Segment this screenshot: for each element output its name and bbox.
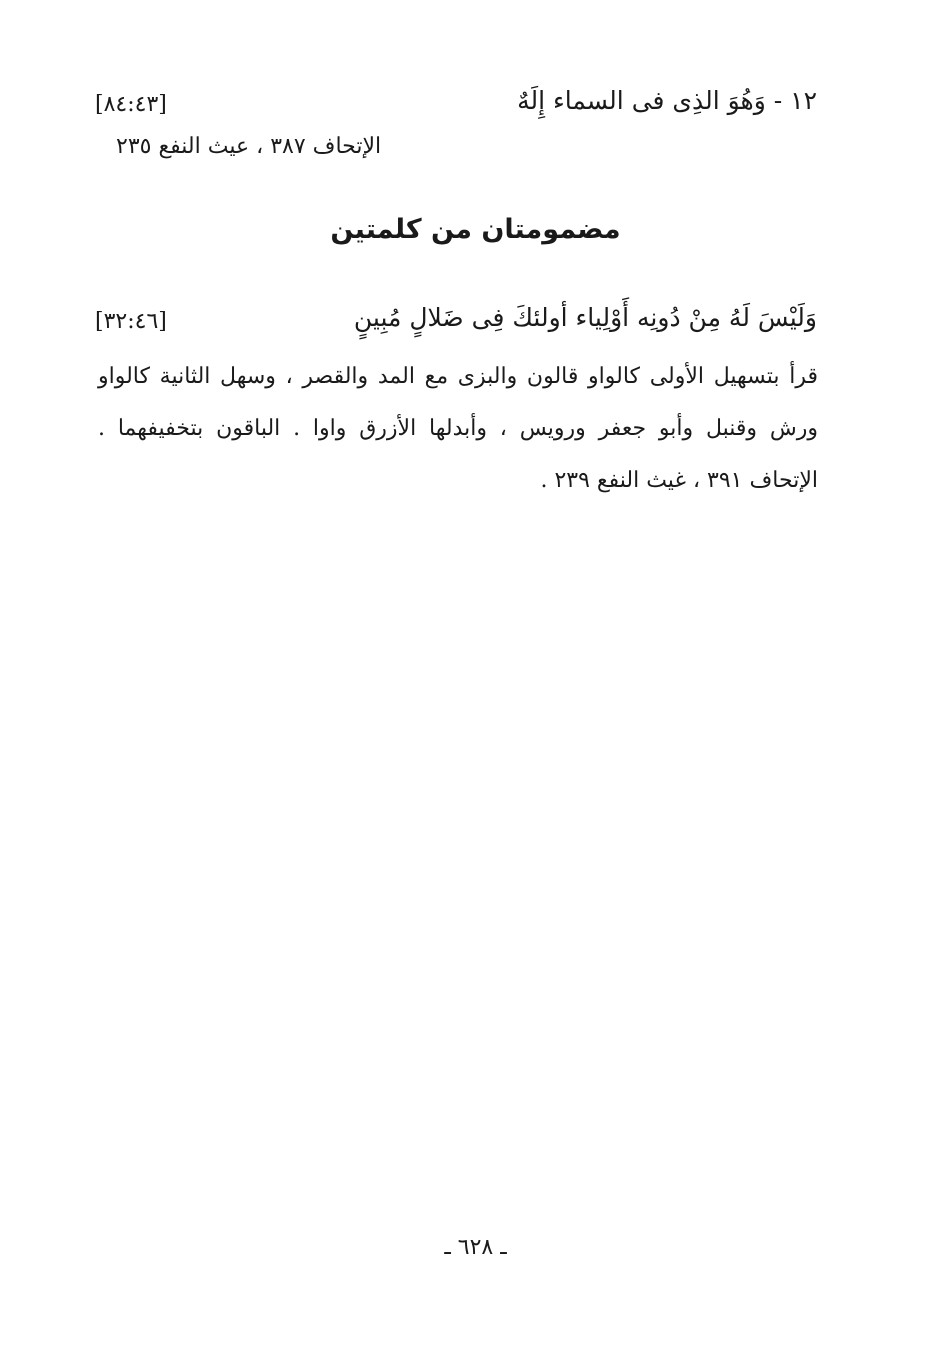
verse-12-sources: الإتحاف ٣٨٧ ، عيث النفع ٢٣٥ — [116, 134, 382, 159]
commentary-line-3: الإتحاف ٣٩١ ، غيث النفع ٢٣٩ . — [540, 468, 818, 493]
section-heading: مضمومتان من كلمتين — [330, 214, 621, 245]
verse-2: وَلَيْسَ لَهُ مِنْ دُونِه أَوْلِياء أولئكَ فِى ضَلالٍ مُبِينٍ — [353, 303, 817, 332]
verse-12-reference: [٨٤:٤٣] — [95, 92, 167, 117]
commentary — [98, 366, 818, 522]
verse-12: ١٢ - وَهُوَ الذِى فى السماء إِلَهٌ — [517, 86, 817, 115]
page-number: ـ ٦٢٨ ـ — [444, 1235, 507, 1260]
commentary-line-2: ورش وقنبل وأبو جعفر ورويس ، وأبدلها الأزرق واوا . الباقون بتخفيفهما . — [98, 416, 818, 441]
verse-2-reference: [٣٢:٤٦] — [95, 309, 167, 334]
commentary-line-1: قرأ بتسهيل الأولى كالواو قالون والبزى مع المد والقصر ، وسهل الثانية كالواو — [98, 364, 818, 389]
